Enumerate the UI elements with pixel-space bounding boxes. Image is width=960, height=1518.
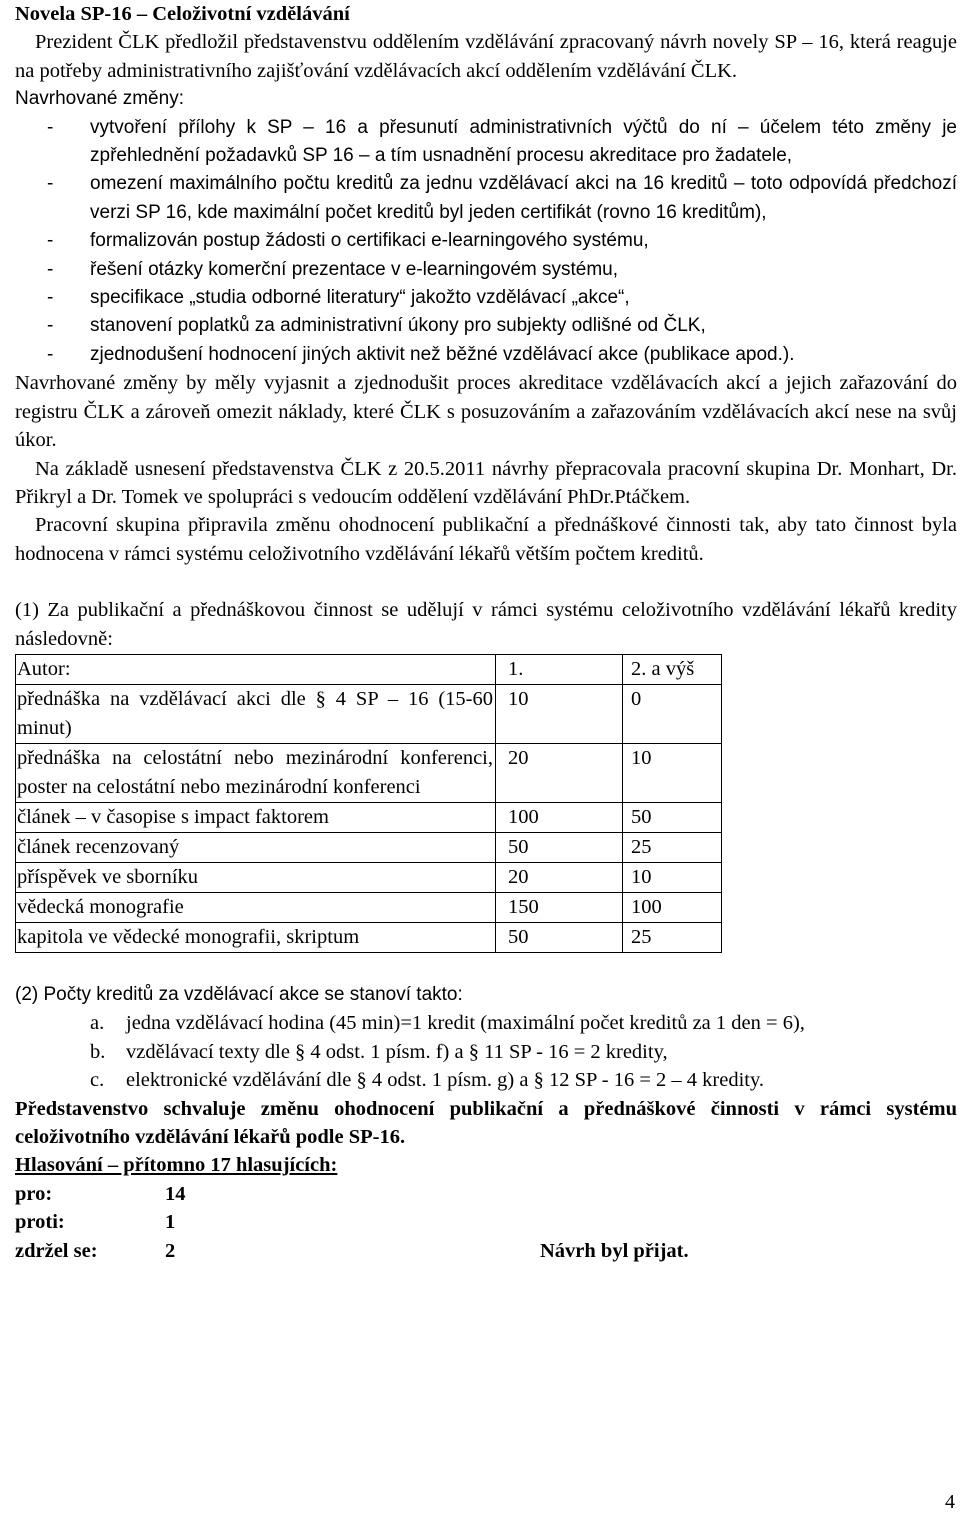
vote-heading: Hlasování – přítomno 17 hlasujících: xyxy=(15,1154,338,1177)
item-text: jedna vzdělávací hodina (45 min)=1 kredit (maximální počet kreditů za 1 den = 6), xyxy=(126,1012,805,1035)
intro-paragraph: Prezident ČLK předložil představenstvu oddělením vzdělávání zpracovaný návrh novely SP – 16, která reaguje na potřeby administrativního zajišťování vzdělávacích akcí oddělením vzdělávání ČLK. xyxy=(15,31,957,82)
list-item: - vytvoření přílohy k SP – 16 a přesunutí administrativních výčtů do ní – účelem této změny je zpřehlednění požadavků SP 16 – a tím usnadnění procesu akreditace pro žadatele, xyxy=(15,114,957,171)
table-row xyxy=(16,743,722,802)
resolution: Představenstvo schvaluje změnu ohodnocení publikační a přednáškové činnosti v rámci systému celoživotního vzdělávání lékařů podle SP-16. xyxy=(15,1097,957,1148)
list-item: - formalizován postup žádosti o certifikaci e-learningového systému, xyxy=(15,227,957,255)
item-text: vzdělávací texty dle § 4 odst. 1 písm. f) a § 11 SP - 16 = 2 kredity, xyxy=(126,1040,668,1063)
table-cell: 100 xyxy=(623,892,722,922)
item-label: a. xyxy=(90,1012,105,1035)
vote-abstain-row xyxy=(15,1237,957,1265)
table-cell: kapitola ve vědecké monografii, skriptum xyxy=(16,922,496,952)
header-cell: Autor: xyxy=(16,654,496,684)
header-cell: 1. xyxy=(496,654,623,684)
list-item: - zjednodušení hodnocení jiných aktivit než běžné vzdělávací akce (publikace apod.). xyxy=(15,341,957,369)
vote-against-row xyxy=(15,1208,957,1236)
table-cell: 10 xyxy=(623,862,722,892)
paragraph-proposal: Pracovní skupina připravila změnu ohodnocení publikační a přednáškové činnosti tak, aby tato činnost byla hodnocena v rámci systému celoživotního vzdělávání lékařů větším počtem kreditů. xyxy=(15,514,957,565)
credits-table xyxy=(15,654,722,953)
table-cell: 10 xyxy=(623,743,722,802)
page-number: 4 xyxy=(945,1491,955,1513)
table-cell: příspěvek ve sborníku xyxy=(16,862,496,892)
item-text: elektronické vzdělávání dle § 4 odst. 1 písm. g) a § 12 SP - 16 = 2 – 4 kredity. xyxy=(126,1069,765,1092)
table-cell: 25 xyxy=(623,922,722,952)
list-item xyxy=(15,1066,957,1094)
table-header-row xyxy=(16,654,722,684)
table-cell: 0 xyxy=(623,684,722,743)
table-cell: 50 xyxy=(496,832,623,862)
table-row xyxy=(16,684,722,743)
table-row xyxy=(16,862,722,892)
changes-list xyxy=(15,114,957,370)
vote-abstain-label: zdržel se: xyxy=(15,1239,98,1262)
table-cell: 20 xyxy=(496,743,623,802)
header-cell: 2. a výš xyxy=(623,654,722,684)
table-cell: 100 xyxy=(496,802,623,832)
vote-abstain-value: 2 xyxy=(165,1239,176,1262)
vote-against-label: proti: xyxy=(15,1211,65,1234)
table-cell: 25 xyxy=(623,832,722,862)
list-item xyxy=(15,1009,957,1037)
item-label: b. xyxy=(90,1040,106,1063)
section-2-heading: (2) Počty kreditů za vzdělávací akce se stanoví takto: xyxy=(15,983,463,1005)
list-item: - omezení maximálního počtu kreditů za jednu vzdělávací akci na 16 kreditů – toto odpovídá předchozí verzi SP 16, kde maximální počet kreditů byl jeden certifikát (rovno 16 kreditům), xyxy=(15,170,957,227)
table-cell: článek – v časopise s impact faktorem xyxy=(16,802,496,832)
table-row xyxy=(16,892,722,922)
changes-heading: Navrhované změny: xyxy=(15,88,184,110)
table-cell: přednáška na vzdělávací akci dle § 4 SP – 16 (15-60 minut) xyxy=(16,684,496,743)
section-2-list xyxy=(15,1009,957,1094)
table-cell: přednáška na celostátní nebo mezinárodní konferenci, poster na celostátní nebo mezinárodní konferenci xyxy=(16,743,496,802)
vote-for-row xyxy=(15,1180,957,1208)
table-row xyxy=(16,922,722,952)
section-1-heading: (1) Za publikační a přednáškovou činnost se udělují v rámci systému celoživotního vzdělávání lékařů kredity následovně: xyxy=(15,599,957,650)
spacer xyxy=(15,953,957,981)
item-label: c. xyxy=(90,1069,105,1092)
table-cell: 50 xyxy=(496,922,623,952)
document-page xyxy=(15,0,957,1265)
list-item: - specifikace „studia odborné literatury“ jakožto vzdělávací „akce“, xyxy=(15,284,957,312)
paragraph-working-group: Na základě usnesení představenstva ČLK z 20.5.2011 návrhy přepracovala pracovní skupina Dr. Monhart, Dr. Přikryl a Dr. Tomek ve spolupráci s vedoucím oddělení vzdělávání PhDr.Ptáčkem. xyxy=(15,457,957,508)
table-cell: 50 xyxy=(623,802,722,832)
table-cell: článek recenzovaný xyxy=(16,832,496,862)
table-cell: vědecká monografie xyxy=(16,892,496,922)
table-cell: 150 xyxy=(496,892,623,922)
vote-for-label: pro: xyxy=(15,1182,53,1205)
vote-for-value: 14 xyxy=(165,1182,186,1205)
vote-against-value: 1 xyxy=(165,1211,176,1234)
list-item: - stanovení poplatků za administrativní úkony pro subjekty odlišné od ČLK, xyxy=(15,312,957,340)
paragraph-goals: Navrhované změny by měly vyjasnit a zjednodušit proces akreditace vzdělávacích akcí a jejich zařazování do registru ČLK a zároveň omezit náklady, které ČLK s posuzováním a zařazováním vzdělávacích akcí nese na svůj úkor. xyxy=(15,372,957,452)
list-item: - řešení otázky komerční prezentace v e-learningovém systému, xyxy=(15,256,957,284)
table-row xyxy=(16,802,722,832)
table-cell: 10 xyxy=(496,684,623,743)
spacer xyxy=(15,568,957,596)
list-item xyxy=(15,1038,957,1066)
table-row xyxy=(16,832,722,862)
table-cell: 20 xyxy=(496,862,623,892)
document-title: Novela SP-16 – Celoživotní vzdělávání xyxy=(15,3,350,25)
vote-result: Návrh byl přijat. xyxy=(540,1239,689,1262)
